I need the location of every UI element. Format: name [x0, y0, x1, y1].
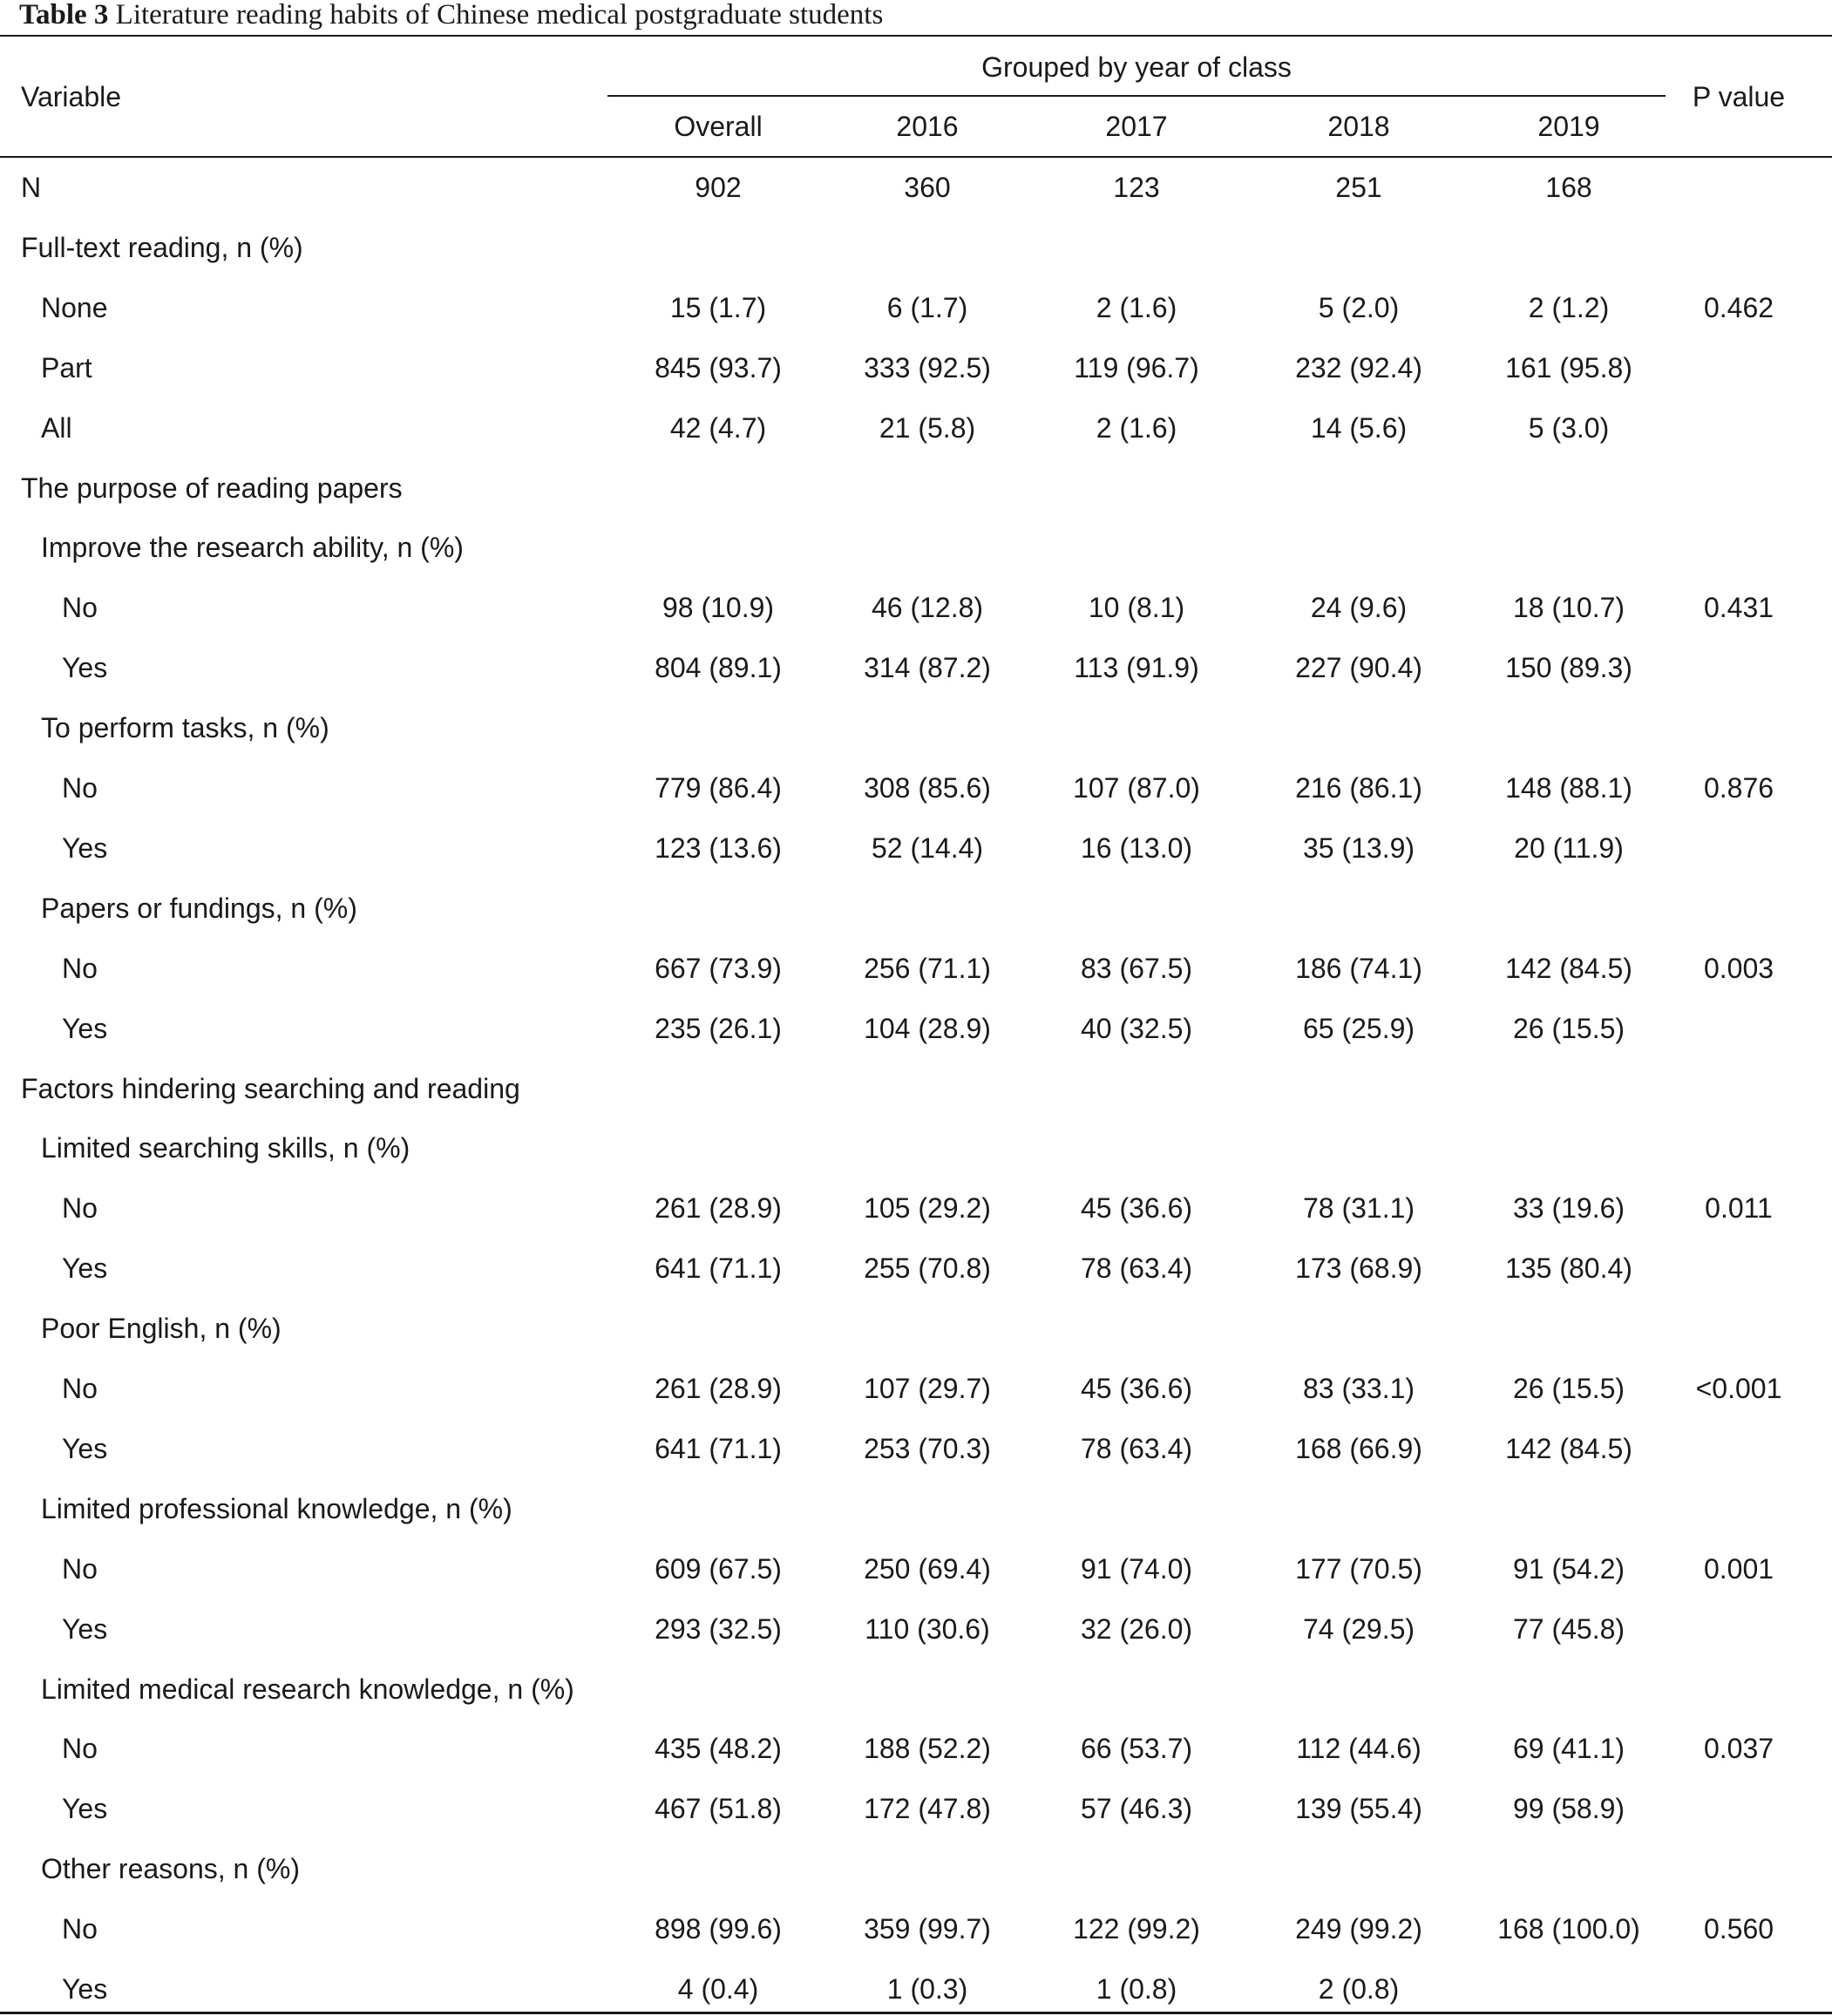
row-value-2018: 78 (31.1): [1302, 1192, 1415, 1224]
row-value-2019: 135 (80.4): [1505, 1252, 1632, 1284]
row-value-overall: 609 (67.5): [655, 1553, 782, 1585]
row-label: Yes: [62, 832, 108, 864]
row-value-2018: 232 (92.4): [1295, 352, 1422, 384]
row-value-2018: 186 (74.1): [1295, 953, 1422, 984]
row-label: Yes: [62, 1433, 108, 1464]
row-label: Full-text reading, n (%): [21, 232, 303, 263]
row-value-2017: 119 (96.7): [1074, 352, 1199, 384]
row-value-overall: 261 (28.9): [655, 1192, 782, 1224]
row-value-2018: 65 (25.9): [1302, 1013, 1415, 1044]
row-label: N: [21, 172, 42, 203]
header-pvalue: P value: [1692, 81, 1786, 112]
row-value-2016: 172 (47.8): [864, 1793, 991, 1824]
row-value-2017: 10 (8.1): [1088, 592, 1185, 623]
row-label: Improve the research ability, n (%): [41, 532, 464, 563]
row-value-2016: 110 (30.6): [865, 1613, 990, 1645]
row-value-2019: 150 (89.3): [1505, 652, 1632, 683]
row-label: Yes: [62, 1973, 108, 2005]
row-value-2017: 122 (99.2): [1073, 1913, 1200, 1945]
row-value-2017: 1 (0.8): [1096, 1973, 1177, 2005]
row-value-2019: 26 (15.5): [1512, 1373, 1625, 1404]
row-pvalue: 0.431: [1703, 592, 1774, 623]
row-label: Limited searching skills, n (%): [41, 1132, 411, 1164]
row-value-2018: 227 (90.4): [1295, 652, 1422, 683]
row-value-2017: 107 (87.0): [1073, 772, 1200, 804]
top-rule: [0, 35, 1832, 37]
row-value-2018: 74 (29.5): [1302, 1613, 1415, 1645]
row-label: No: [62, 953, 98, 984]
bottom-rule: [0, 2012, 1832, 2014]
row-value-2017: 2 (1.6): [1096, 292, 1177, 323]
row-value-overall: 902: [695, 172, 742, 203]
row-pvalue: 0.003: [1703, 953, 1774, 984]
row-label: No: [62, 1913, 98, 1945]
row-value-2018: 177 (70.5): [1295, 1553, 1422, 1585]
row-value-2019: 5 (3.0): [1528, 412, 1610, 444]
row-value-overall: 667 (73.9): [655, 953, 782, 984]
row-label: No: [62, 1373, 98, 1404]
row-value-2016: 104 (28.9): [864, 1013, 991, 1044]
row-pvalue: 0.037: [1703, 1733, 1774, 1764]
row-value-2016: 107 (29.7): [864, 1373, 991, 1404]
row-value-2017: 113 (91.9): [1074, 652, 1199, 683]
row-label: No: [62, 1733, 98, 1764]
row-pvalue: 0.560: [1703, 1913, 1774, 1945]
row-value-2018: 24 (9.6): [1310, 592, 1408, 623]
row-value-2019: 18 (10.7): [1512, 592, 1625, 623]
table-title: Literature reading habits of Chinese medical postgraduate students: [115, 0, 884, 31]
row-value-2017: 2 (1.6): [1096, 412, 1177, 444]
row-value-2017: 91 (74.0): [1080, 1553, 1193, 1585]
row-value-2016: 188 (52.2): [864, 1733, 991, 1764]
group-rule: [607, 95, 1666, 97]
row-value-2016: 333 (92.5): [864, 352, 991, 384]
row-value-overall: 15 (1.7): [669, 292, 767, 323]
header-rule: [0, 156, 1832, 158]
row-value-2016: 253 (70.3): [864, 1433, 991, 1464]
row-label: Other reasons, n (%): [41, 1853, 300, 1884]
row-value-2019: 20 (11.9): [1514, 832, 1624, 864]
row-value-overall: 235 (26.1): [655, 1013, 782, 1044]
row-value-2016: 105 (29.2): [864, 1192, 991, 1224]
row-label: No: [62, 1192, 98, 1224]
row-label: Yes: [62, 1613, 108, 1645]
row-value-2018: 251: [1335, 172, 1382, 203]
row-value-2016: 6 (1.7): [886, 292, 968, 323]
row-value-2016: 359 (99.7): [864, 1913, 991, 1945]
row-label: Papers or fundings, n (%): [41, 893, 357, 924]
row-value-2017: 83 (67.5): [1080, 953, 1193, 984]
row-value-2017: 40 (32.5): [1080, 1013, 1193, 1044]
row-value-2018: 249 (99.2): [1295, 1913, 1422, 1945]
row-value-overall: 42 (4.7): [669, 412, 767, 444]
row-value-2019: 26 (15.5): [1512, 1013, 1625, 1044]
row-value-2018: 5 (2.0): [1318, 292, 1400, 323]
row-value-2016: 256 (71.1): [864, 953, 991, 984]
column-header-2019: 2019: [1537, 111, 1600, 142]
header-variable: Variable: [21, 81, 122, 112]
row-label: Yes: [62, 1252, 108, 1284]
row-value-overall: 293 (32.5): [655, 1613, 782, 1645]
row-pvalue: 0.001: [1703, 1553, 1774, 1585]
row-pvalue: 0.011: [1705, 1192, 1773, 1224]
row-value-2018: 14 (5.6): [1310, 412, 1408, 444]
row-value-2018: 2 (0.8): [1318, 1973, 1400, 2005]
row-label: All: [41, 412, 72, 444]
table-caption: [19, 0, 883, 33]
row-value-2016: 1 (0.3): [886, 1973, 968, 2005]
header-group: Grouped by year of class: [981, 51, 1292, 83]
row-value-2016: 255 (70.8): [864, 1252, 991, 1284]
row-value-2018: 168 (66.9): [1295, 1433, 1422, 1464]
row-value-overall: 641 (71.1): [655, 1433, 782, 1464]
row-value-2019: 168 (100.0): [1497, 1913, 1640, 1945]
column-header-2016: 2016: [896, 111, 959, 142]
row-value-2017: 123: [1113, 172, 1160, 203]
row-label: No: [62, 1553, 98, 1585]
column-header-2018: 2018: [1327, 111, 1390, 142]
row-value-overall: 641 (71.1): [655, 1252, 782, 1284]
row-label: Factors hindering searching and reading: [21, 1073, 520, 1104]
table-label: Table 3: [19, 0, 109, 31]
row-label: None: [41, 292, 108, 323]
column-header-overall: Overall: [674, 111, 763, 142]
row-pvalue: 0.876: [1703, 772, 1774, 804]
row-value-overall: 4 (0.4): [677, 1973, 759, 2005]
row-value-overall: 123 (13.6): [655, 832, 782, 864]
row-value-2016: 46 (12.8): [871, 592, 984, 623]
row-value-2019: 148 (88.1): [1505, 772, 1632, 804]
row-label: Yes: [62, 1793, 108, 1824]
row-value-overall: 261 (28.9): [655, 1373, 782, 1404]
row-value-2018: 216 (86.1): [1295, 772, 1422, 804]
row-pvalue: <0.001: [1695, 1373, 1782, 1404]
row-value-2016: 21 (5.8): [879, 412, 976, 444]
row-label: Limited professional knowledge, n (%): [41, 1493, 512, 1524]
row-value-2019: 77 (45.8): [1512, 1613, 1625, 1645]
row-label: No: [62, 592, 98, 623]
row-label: Poor English, n (%): [41, 1313, 282, 1344]
row-value-overall: 779 (86.4): [655, 772, 782, 804]
row-value-2018: 139 (55.4): [1295, 1793, 1422, 1824]
row-value-2018: 173 (68.9): [1295, 1252, 1422, 1284]
row-value-overall: 435 (48.2): [655, 1733, 782, 1764]
row-value-2019: 168: [1545, 172, 1592, 203]
row-value-2019: 99 (58.9): [1512, 1793, 1625, 1824]
column-header-2017: 2017: [1105, 111, 1168, 142]
row-value-2016: 360: [904, 172, 951, 203]
row-value-overall: 898 (99.6): [655, 1913, 782, 1945]
row-value-2016: 52 (14.4): [871, 832, 984, 864]
row-label: Part: [41, 352, 92, 384]
row-value-2019: 69 (41.1): [1512, 1733, 1625, 1764]
row-value-2016: 250 (69.4): [864, 1553, 991, 1585]
row-value-2019: 142 (84.5): [1505, 953, 1632, 984]
row-label: Yes: [62, 1013, 108, 1044]
row-value-2017: 57 (46.3): [1080, 1793, 1193, 1824]
row-value-2017: 16 (13.0): [1080, 832, 1193, 864]
row-value-2017: 32 (26.0): [1080, 1613, 1193, 1645]
row-value-2016: 314 (87.2): [864, 652, 991, 683]
row-label: To perform tasks, n (%): [41, 712, 329, 743]
row-value-2019: 161 (95.8): [1505, 352, 1632, 384]
row-value-overall: 804 (89.1): [655, 652, 782, 683]
row-value-2018: 35 (13.9): [1302, 832, 1415, 864]
row-value-2019: 2 (1.2): [1528, 292, 1610, 323]
row-value-overall: 845 (93.7): [655, 352, 782, 384]
row-value-2017: 78 (63.4): [1080, 1252, 1193, 1284]
row-value-overall: 98 (10.9): [662, 592, 775, 623]
row-value-2018: 112 (44.6): [1296, 1733, 1421, 1764]
row-label: Limited medical research knowledge, n (%): [41, 1673, 574, 1705]
row-value-2017: 45 (36.6): [1080, 1373, 1193, 1404]
row-value-2018: 83 (33.1): [1302, 1373, 1415, 1404]
row-label: Yes: [62, 652, 108, 683]
row-value-2019: 142 (84.5): [1505, 1433, 1632, 1464]
row-label: No: [62, 772, 98, 804]
row-value-2017: 45 (36.6): [1080, 1192, 1193, 1224]
row-value-overall: 467 (51.8): [655, 1793, 782, 1824]
row-label: The purpose of reading papers: [21, 472, 403, 504]
row-value-2019: 33 (19.6): [1512, 1192, 1625, 1224]
row-value-2017: 66 (53.7): [1080, 1733, 1193, 1764]
row-pvalue: 0.462: [1703, 292, 1774, 323]
row-value-2017: 78 (63.4): [1080, 1433, 1193, 1464]
row-value-2016: 308 (85.6): [864, 772, 991, 804]
row-value-2019: 91 (54.2): [1512, 1553, 1625, 1585]
